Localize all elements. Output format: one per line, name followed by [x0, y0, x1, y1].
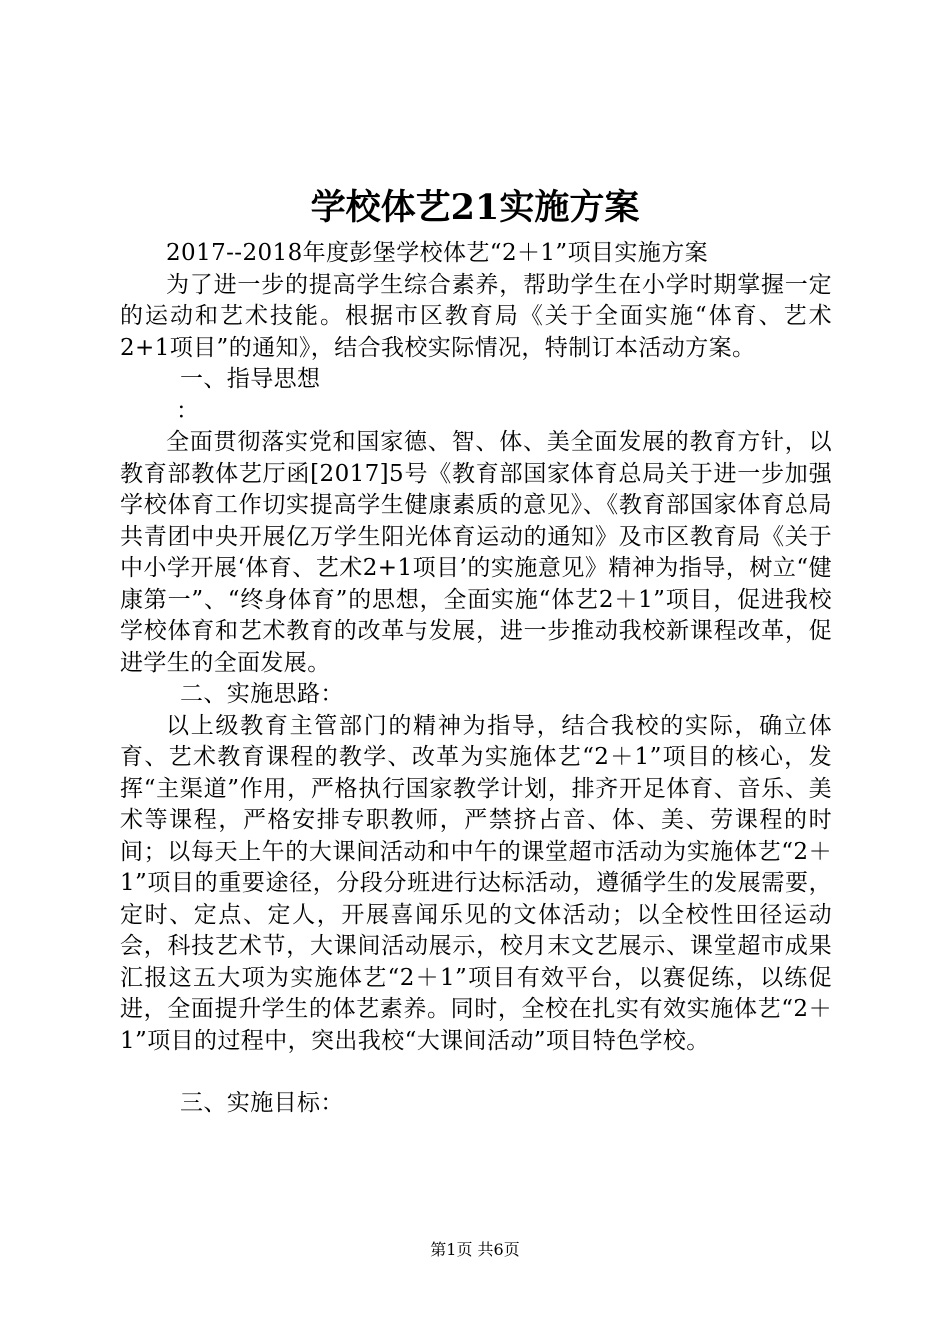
section-heading-implementation-goals: 三、实施目标：: [180, 1090, 344, 1116]
document-body: [120, 238, 832, 1120]
page-number-footer: 第1页 共6页: [430, 1240, 520, 1259]
document-subtitle: 2017--2018年度彭堡学校体艺“2＋1”项目实施方案: [166, 240, 708, 266]
guiding-thought-paragraph: 全面贯彻落实党和国家德、智、体、美全面发展的教育方针，以教育部教体艺厅函[2017]5号《教育部国家体育总局关于进一步加强学校体育工作切实提高学生健康素质的意见》、《教育部国家体育总局共青团中央开展亿万学生阳光体育运动的通知》及市区教育局《关于中小学开展‘体育、艺术2+1项目’的实施意见》精神为指导，树立“健康第一”、“终身体育”的思想，全面实施“体艺2＋1”项目，促进我校学校体育和艺术教育的改革与发展，进一步推动我校新课程改革，促进学生的全面发展。: [120, 429, 832, 676]
intro-paragraph: 为了进一步的提高学生综合素养，帮助学生在小学时期掌握一定的运动和艺术技能。根据市区教育局《关于全面实施“体育、艺术2+1项目”的通知》，结合我校实际情况，特制订本活动方案。: [120, 271, 832, 361]
paragraph-spacer: [120, 1057, 832, 1088]
section-colon: ：: [176, 397, 200, 424]
section-heading-guiding-thought: 一、指导思想: [180, 366, 321, 392]
document-title: 学校体艺21实施方案: [310, 187, 640, 228]
implementation-approach-paragraph: 以上级教育主管部门的精神为指导，结合我校的实际，确立体育、艺术教育课程的教学、改革为实施体艺“2＋1”项目的核心，发挥“主渠道”作用，严格执行国家教学计划，排齐开足体育、音乐、美术等课程，严格安排专职教师，严禁挤占音、体、美、劳课程的时间；以每天上午的大课间活动和中午的课堂超市活动为实施体艺“2＋1”项目的重要途径，分段分班进行达标活动，遵循学生的发展需要，定时、定点、定人，开展喜闻乐见的文体活动；以全校性田径运动会，科技艺术节，大课间活动展示，校月末文艺展示、课堂超市成果汇报这五大项为实施体艺“2＋1”项目有效平台，以赛促练，以练促进，全面提升学生的体艺素养。同时，全校在扎实有效实施体艺“2＋1”项目的过程中，突出我校“大课间活动”项目特色学校。: [120, 712, 832, 1054]
section-heading-implementation-approach: 二、实施思路：: [180, 681, 344, 707]
